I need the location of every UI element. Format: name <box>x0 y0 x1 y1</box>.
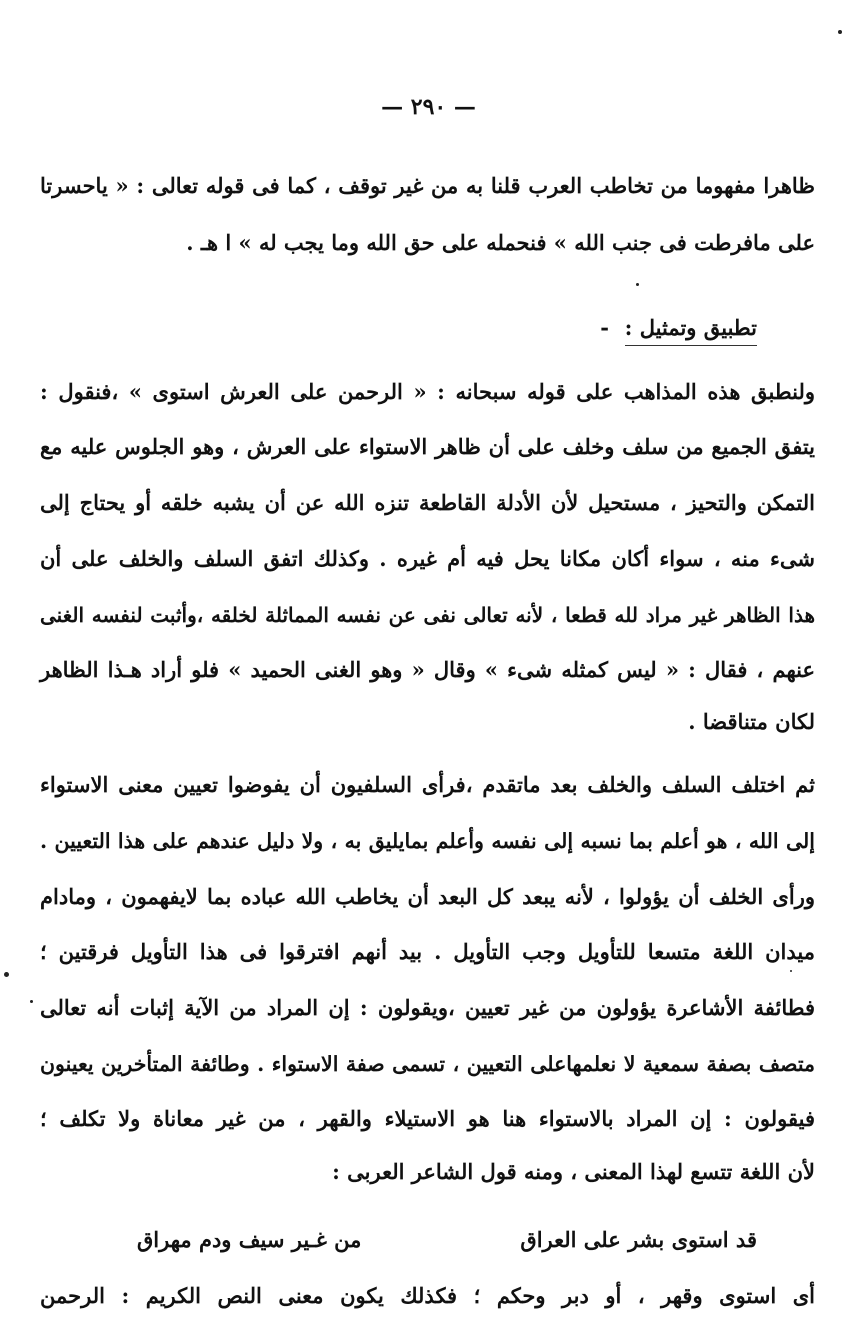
page-number: — ٢٩٠ — <box>381 94 476 120</box>
scan-speck <box>4 972 9 977</box>
paragraph-2-line-5: فطائفة الأشاعرة يؤولون من غير تعيين ،ويقولون : إن المراد من الآية إثبات أنه تعالى <box>40 995 815 1020</box>
section-heading: تطبيق وتمثيل : <box>625 313 757 346</box>
paragraph-1-line-7: لكان متناقضا . <box>688 709 815 734</box>
verse-second-hemistich: من غـير سيف ودم مهراق <box>137 1227 362 1252</box>
heading-dash: - <box>600 315 609 340</box>
paragraph-1-line-5: هذا الظاهر غير مراد لله قطعا ، لأنه تعالى نفى عن نفسه المماثلة لخلقه ،وأثبت لنفسه الغنى <box>40 603 815 627</box>
paragraph-1-line-2: يتفق الجميع من سلف وخلف على أن ظاهر الاستواء على العرش ، وهو الجلوس عليه مع <box>40 434 815 459</box>
paragraph-1-line-4: شىء منه ، سواء أكان مكانا يحل فيه أم غيره . وكذلك اتفق السلف والخلف على أن <box>40 546 815 571</box>
paragraph-1-line-6: عنهم ، فقال : « ليس كمثله شىء » وقال « وهو الغنى الحميد » فلو أراد هـذا الظاهر <box>40 657 815 682</box>
paragraph-2-line-8: لأن اللغة تتسع لهذا المعنى ، ومنه قول الشاعر العربى : <box>332 1159 815 1184</box>
scan-speck <box>838 30 842 34</box>
paragraph-2-line-1: ثم اختلف السلف والخلف بعد ماتقدم ،فرأى السلفيون أن يفوضوا تعيين معنى الاستواء <box>40 772 815 797</box>
intro-line-1: ظاهرا مفهوما من تخاطب العرب قلنا به من غير توقف ، كما فى قوله تعالى : « ياحسرتا <box>40 173 815 198</box>
paragraph-2-line-3: ورأى الخلف أن يؤولوا ، لأنه يبعد كل البعد أن يخاطب الله عباده بما لايفهمون ، ومادام <box>40 884 815 909</box>
verse-first-hemistich: قد استوى بشر على العراق <box>520 1227 757 1252</box>
poetry-verse <box>137 1225 757 1255</box>
paragraph-2-line-4: ميدان اللغة متسعا للتأويل وجب التأويل . بيد أنهم افترقوا فى هذا التأويل فرقتين ؛ <box>40 939 815 964</box>
scan-speck <box>636 283 639 286</box>
paragraph-1-line-1: ولنطبق هذه المذاهب على قوله سبحانه : « الرحمن على العرش استوى » ،فنقول : <box>40 379 815 404</box>
closing-line: أى استوى وقهر ، أو دبر وحكم ؛ فكذلك يكون معنى النص الكريم : الرحمن <box>40 1283 815 1308</box>
paragraph-2-line-7: فيقولون : إن المراد بالاستواء هنا هو الاستيلاء والقهر ، من غير معاناة ولا تكلف ؛ <box>40 1106 815 1131</box>
paragraph-1-line-3: التمكن والتحيز ، مستحيل لأن الأدلة القاطعة تنزه الله عن أن يشبه خلقه أو يحتاج إلى <box>40 490 815 515</box>
paragraph-2-line-6: متصف بصفة سمعية لا نعلمهاعلى التعيين ، تسمى صفة الاستواء . وطائفة المتأخرين يعينون <box>40 1052 815 1076</box>
paragraph-2-line-2: إلى الله ، هو أعلم بما نسبه إلى نفسه وأعلم بمايليق به ، ولا دليل عندهم على هذا التعيين . <box>40 829 815 853</box>
intro-line-2: على مافرطت فى جنب الله » فنحمله على حق الله وما يجب له » ا هـ . <box>186 230 815 255</box>
scan-speck <box>30 1000 33 1003</box>
scan-speck <box>790 970 792 972</box>
